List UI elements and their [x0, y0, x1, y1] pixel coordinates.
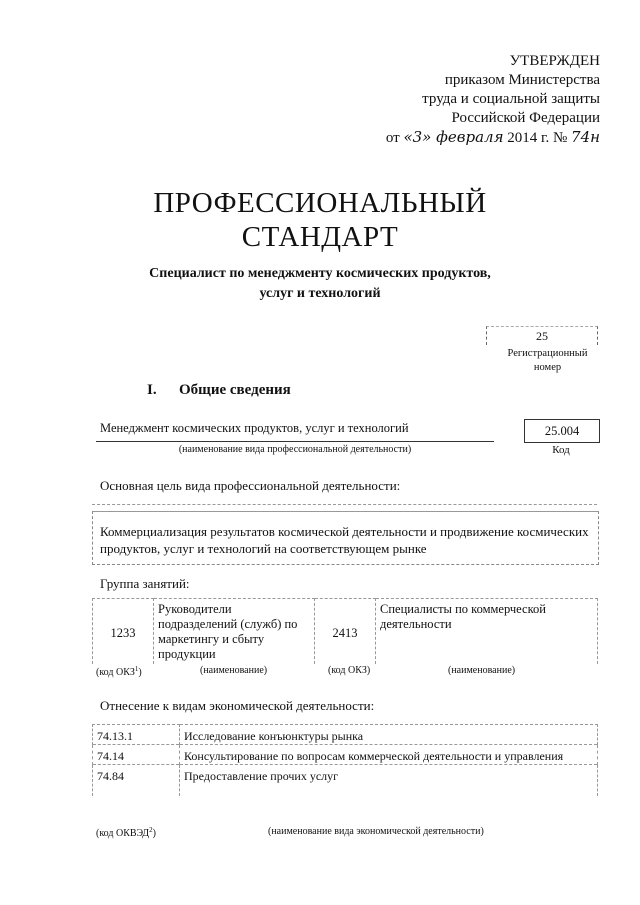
- occupations-table: [92, 598, 598, 664]
- occupations-caption-name-2: (наименование): [448, 665, 516, 676]
- table-row: [93, 765, 598, 797]
- purpose-text: [100, 523, 590, 557]
- registration-caption-line-2: номер: [533, 362, 562, 373]
- activity-name: Менеджмент космических продуктов, услуг и технологий: [100, 421, 409, 435]
- economic-code: 74.84: [93, 765, 180, 797]
- registration-caption: [490, 347, 605, 375]
- occupation-code-2: 2413: [315, 599, 376, 665]
- registration-number: 25: [536, 329, 548, 343]
- economic-label: Отнесение к видам экономической деятельности:: [100, 698, 375, 713]
- activity-code: 25.004: [544, 424, 580, 438]
- economic-name: Консультирование по вопросам коммерческой деятельности и управления: [180, 745, 598, 765]
- occupations-label: Группа занятий:: [100, 576, 190, 591]
- registration-caption-line-1: Регистрационный: [507, 348, 588, 359]
- economic-caption-code: (код ОКВЭД$^2$): [96, 826, 156, 839]
- approval-status: УТВЕРЖДЕН: [509, 53, 600, 69]
- activity-caption: (наименование вида профессиональной деятельности): [178, 444, 412, 455]
- caption-okved-text: (код ОКВЭД: [96, 828, 150, 839]
- occupations-caption-code-1: (код ОКЗ$^1$): [96, 665, 142, 678]
- activity-code-box: [524, 419, 600, 443]
- section-heading: [147, 382, 291, 399]
- purpose-text-line-1: Коммерциализация результатов космической деятельности и продвижение космических: [100, 524, 589, 539]
- section-title: Общие сведения: [179, 382, 291, 398]
- occupations-caption-name-1: (наименование): [200, 665, 268, 676]
- occupation-name-2: Специалисты по коммерческой деятельности: [376, 599, 598, 665]
- occupation-name-1: Руководители подразделений (служб) по маркетингу и сбыту продукции: [154, 599, 315, 665]
- economic-table: [92, 724, 598, 796]
- occupations-caption-code-2: (код ОКЗ): [328, 665, 371, 676]
- economic-name: Предоставление прочих услуг: [180, 765, 598, 797]
- document-subtitle: [0, 264, 640, 304]
- document-title: [0, 186, 640, 254]
- table-row: [93, 745, 598, 765]
- purpose-label: Основная цель вида профессиональной деятельности:: [100, 478, 401, 493]
- section-number: I.: [147, 382, 157, 398]
- approval-date-prefix: от: [385, 130, 400, 146]
- subtitle-line-1: Специалист по менеджменту космических продуктов,: [149, 266, 491, 281]
- approval-line-1: приказом Министерства: [444, 72, 600, 88]
- economic-name: Исследование конъюнктуры рынка: [180, 725, 598, 745]
- purpose-text-line-2: продуктов, услуг и технологий на соответствующем рынке: [100, 541, 427, 556]
- document-title-line-1: ПРОФЕССИОНАЛЬНЫЙ: [153, 187, 487, 219]
- occupation-code-1: 1233: [93, 599, 154, 665]
- purpose-top-divider: [92, 504, 597, 505]
- caption-okved-footnote: 2: [149, 826, 153, 834]
- approval-line-3: Российской Федерации: [451, 110, 600, 126]
- caption-code1-text: (код ОКЗ: [96, 667, 135, 678]
- approval-line-2: труда и социальной защиты: [422, 91, 600, 107]
- activity-underline: [96, 441, 494, 442]
- approval-date-handwritten: «3» февраля: [403, 128, 504, 146]
- document-title-line-2: СТАНДАРТ: [241, 221, 399, 253]
- economic-code: 74.13.1: [93, 725, 180, 745]
- approval-year: 2014 г. №: [507, 130, 568, 146]
- economic-caption-name: (наименование вида экономической деятельности): [268, 826, 484, 837]
- approval-number-handwritten: 74н: [571, 128, 600, 146]
- subtitle-line-2: услуг и технологий: [259, 286, 381, 301]
- approval-date-line: [386, 128, 600, 148]
- table-row: [93, 599, 598, 665]
- registration-number-box: [486, 326, 598, 345]
- activity-code-caption: Код: [552, 444, 570, 456]
- economic-code: 74.14: [93, 745, 180, 765]
- approval-block: [386, 52, 600, 148]
- table-row: [93, 725, 598, 745]
- caption-code1-footnote: 1: [134, 665, 139, 673]
